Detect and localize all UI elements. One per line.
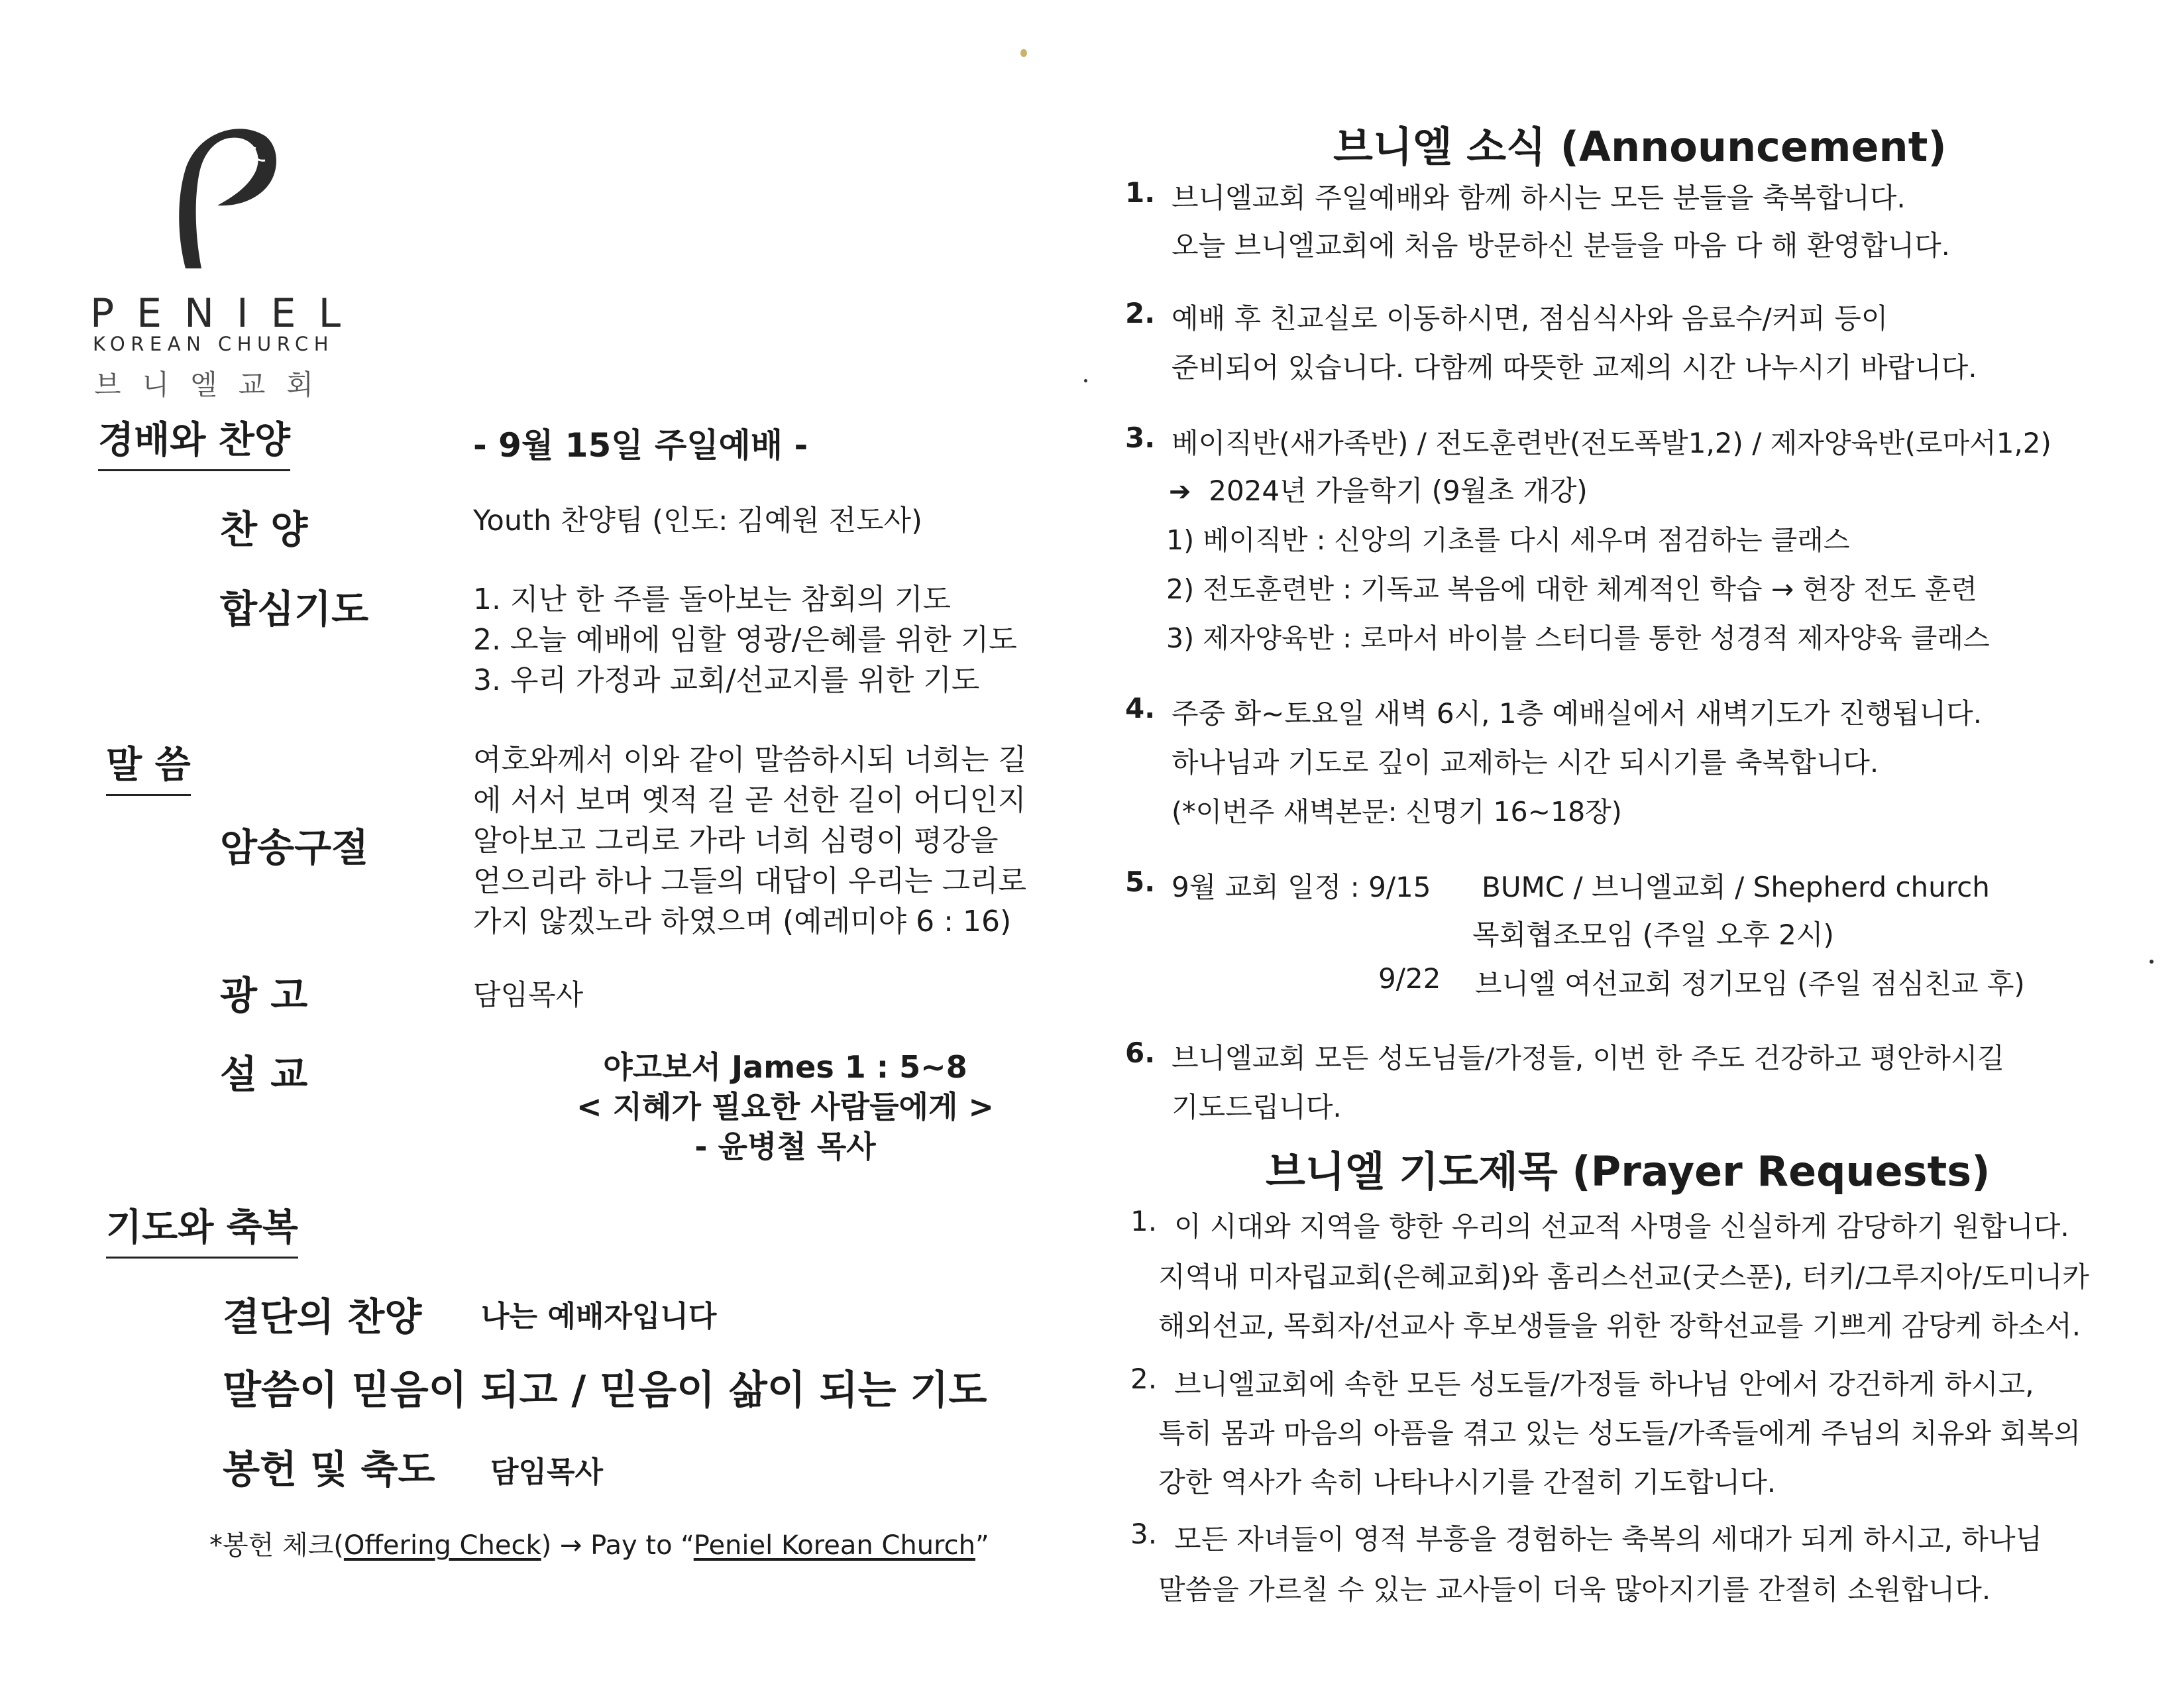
- offering-note: *봉헌 체크(Offering Check) → Pay to “Peniel Korean Church”: [209, 1530, 989, 1561]
- verse-line: 여호와께서 이와 같이 말씀하시되 너희는 길: [473, 743, 1027, 777]
- sermon-preacher: - 윤병철 목사: [694, 1129, 876, 1164]
- prayer-request-line: 강한 역사가 속히 나타나시기를 간절히 기도합니다.: [1158, 1466, 1776, 1498]
- prayer-item: 2. 오늘 예배에 임할 영광/은혜를 위한 기도: [473, 623, 1017, 657]
- announcement-line: (*이번주 새벽본문: 신명기 16~18장): [1172, 796, 1622, 828]
- announcement-num: 1.: [1125, 176, 1156, 209]
- announcement-num: 4.: [1125, 692, 1156, 724]
- announcement-num: 2.: [1125, 297, 1156, 329]
- scan-speck: [1020, 49, 1027, 57]
- sermon-title: < 지혜가 필요한 사람들에게 >: [576, 1089, 994, 1125]
- prayer-request-line: 지역내 미자립교회(은혜교회)와 홈리스선교(굿스푼), 터키/그루지아/도미니카: [1158, 1261, 2089, 1293]
- announcement-title: 브니엘 소식 (Announcement): [1333, 123, 1947, 171]
- prayer-request-line: 특히 몸과 마음의 아픔을 겪고 있는 성도들/가족들에게 주님의 치유와 회복의: [1158, 1417, 2081, 1449]
- scan-speck: [2150, 960, 2154, 964]
- prayer-request-line: 이 시대와 지역을 향한 우리의 선교적 사명을 신실하게 감당하기 원합니다.: [1174, 1210, 2069, 1243]
- church-logo-icon: [139, 106, 285, 272]
- logo-name: PENIEL: [90, 290, 364, 337]
- schedule-event: 브니엘 여선교회 정기모임 (주일 점심친교 후): [1475, 968, 2025, 1000]
- verse-line: 에 서서 보며 옛적 길 곧 선한 길이 어디인지: [473, 783, 1026, 817]
- sermon-scripture: 야고보서 James 1 : 5~8: [603, 1049, 967, 1085]
- offering-value: 담임목사: [490, 1455, 604, 1489]
- sermon-label: 설 교: [220, 1052, 308, 1097]
- logo-korean: 브니엘교회: [94, 368, 335, 401]
- schedule-date: 9/22: [1378, 962, 1441, 995]
- memory-verse: [473, 740, 1026, 942]
- announce-value: 담임목사: [473, 979, 584, 1012]
- logo-subtitle: KOREAN CHURCH: [93, 333, 335, 355]
- offering-check-text: Offering Check: [343, 1530, 541, 1561]
- announcement-line: 기도드립니다.: [1172, 1091, 1342, 1123]
- schedule-event: 목회협조모임 (주일 오후 2시): [1472, 919, 1834, 951]
- prayer-request-line: 말씀을 가르칠 수 있는 교사들이 더욱 많아지기를 간절히 소원합니다.: [1158, 1573, 1991, 1606]
- schedule-date: 9월 교회 일정 : 9/15: [1172, 871, 1431, 903]
- payee-text: Peniel Korean Church: [693, 1530, 975, 1561]
- verse-line: 얻으리라 하나 그들의 대답이 우리는 그리로: [473, 864, 1027, 898]
- prayer-request-line: 브니엘교회에 속한 모든 성도들/가정들 하나님 안에서 강건하게 하시고,: [1174, 1368, 2034, 1400]
- prayer-item: 3. 우리 가정과 교회/선교지를 위한 기도: [473, 663, 980, 697]
- announcement-line: 하나님과 기도로 깊이 교제하는 시간 되시기를 축복합니다.: [1172, 746, 1879, 779]
- class-item: 1) 베이직반 : 신앙의 기초를 다시 세우며 점검하는 클래스: [1166, 524, 1850, 556]
- announcement-num: 5.: [1125, 866, 1156, 898]
- prayer-request-num: 3.: [1130, 1518, 1158, 1550]
- prayer-label: 합심기도: [220, 587, 369, 632]
- announcement-line: 베이직반(새가족반) / 전도훈련반(전도폭발1,2) / 제자양육반(로마서1,2): [1172, 427, 2051, 459]
- section-word-title: 말 씀: [106, 736, 191, 796]
- service-title: - 9월 15일 주일예배 -: [473, 426, 808, 465]
- prayer-request-num: 1.: [1130, 1205, 1158, 1237]
- scan-speck: [1084, 379, 1087, 382]
- announcement-line: 예배 후 친교실로 이동하시면, 점심식사와 음료수/커피 등이: [1172, 302, 1888, 335]
- semester-line: ➔ 2024년 가을학기 (9월초 개강): [1169, 475, 1588, 507]
- announce-label: 광 고: [220, 973, 308, 1018]
- announcement-num: 3.: [1125, 422, 1156, 454]
- announcement-line: 주중 화~토요일 새벽 6시, 1층 예배실에서 새벽기도가 진행됩니다.: [1172, 697, 1983, 730]
- verse-line: 가지 않겠노라 하였으며 (예레미야 6 : 16): [473, 905, 1012, 938]
- decision-value: 나는 예배자입니다: [481, 1300, 717, 1333]
- praise-label: 찬 양: [220, 507, 308, 552]
- schedule-event: BUMC / 브니엘교회 / Shepherd church: [1482, 871, 1990, 903]
- prayer-request-num: 2.: [1130, 1363, 1158, 1395]
- decision-label: 결단의 찬양: [223, 1294, 422, 1339]
- offering-label: 봉헌 및 축도: [223, 1447, 435, 1492]
- arrow-right-icon: →: [1771, 573, 1794, 605]
- prayer-request-line: 모든 자녀들이 영적 부흥을 경험하는 축복의 세대가 되게 하시고, 하나님: [1174, 1523, 2043, 1555]
- announcement-line: 브니엘교회 모든 성도님들/가정들, 이번 한 주도 건강하고 평안하시길: [1172, 1042, 2004, 1074]
- arrow-right-icon: ➔: [1169, 477, 1191, 507]
- announcement-line: 오늘 브니엘교회에 처음 방문하신 분들을 마음 다 해 환영합니다.: [1172, 229, 1951, 262]
- announcement-num: 6.: [1125, 1037, 1156, 1069]
- prayer-item: 1. 지난 한 주를 돌아보는 참회의 기도: [473, 583, 951, 616]
- prayer-line: 말씀이 믿음이 되고 / 믿음이 삶이 되는 기도: [223, 1367, 987, 1414]
- prayer-list: [473, 579, 1017, 701]
- memory-label: 암송구절: [220, 825, 369, 870]
- praise-value: Youth 찬양팀 (인도: 김예원 전도사): [473, 504, 922, 537]
- prayer-requests-title: 브니엘 기도제목 (Prayer Requests): [1266, 1147, 1991, 1196]
- prayer-request-line: 해외선교, 목회자/선교사 후보생들을 위한 장학선교를 기쁘게 감당케 하소서.: [1158, 1310, 2081, 1342]
- sermon-info: [517, 1047, 1054, 1166]
- class-item: 2) 전도훈련반 : 기독교 복음에 대한 체계적인 학습 → 현장 전도 훈련: [1166, 573, 1977, 605]
- announcement-line: 브니엘교회 주일예배와 함께 하시는 모든 분들을 축복합니다.: [1172, 182, 1906, 214]
- class-item: 3) 제자양육반 : 로마서 바이블 스터디를 통한 성경적 제자양육 클래스: [1166, 622, 1990, 654]
- section-worship-title: 경배와 찬양: [98, 411, 290, 471]
- announcement-line: 준비되어 있습니다. 다함께 따뜻한 교제의 시간 나누시기 바랍니다.: [1172, 351, 1977, 384]
- verse-line: 알아보고 그리로 가라 너희 심령이 평강을: [473, 824, 999, 858]
- section-blessing-title: 기도와 축복: [106, 1198, 298, 1259]
